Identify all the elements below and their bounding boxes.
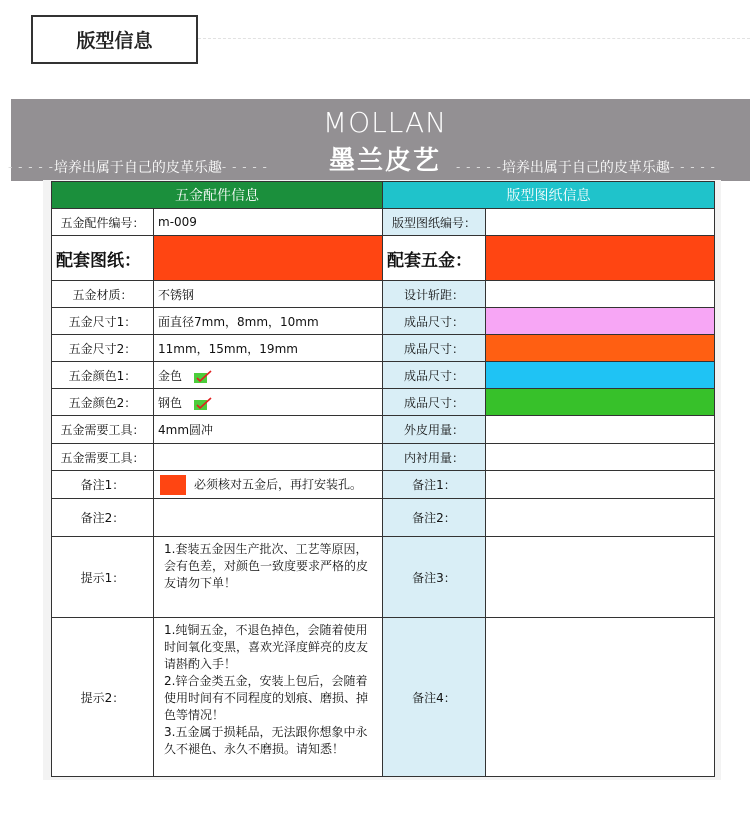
pattern-label: 内衬用量： [383,444,486,471]
check-icon [194,397,212,410]
note-swatch [160,475,186,495]
tip-line: 3.五金属于损耗品，无法跟你想象中永久不褪色、永久不磨损。请知悉！ [164,725,368,756]
hardware-label: 五金颜色2： [52,389,154,416]
hardware-value: 不锈钢 [154,281,383,308]
slogan-right [456,157,716,177]
tip-text [154,537,383,618]
size-swatch-sky [486,362,715,389]
hardware-value [154,471,383,499]
pattern-value [486,499,715,537]
hardware-value: m-009 [154,209,383,236]
slogan-text: 培养出属于自己的皮革乐趣 [501,160,670,176]
page-title-text: 版型信息 [76,30,153,52]
hardware-label: 五金配件编号： [52,209,154,236]
pattern-label: 设计斩距： [383,281,486,308]
hardware-label: 备注1： [52,471,154,499]
page-title [31,15,198,64]
table-row [52,389,715,416]
table-row [52,281,715,308]
hardware-label: 提示1： [52,537,154,618]
pattern-label: 成品尺寸： [383,308,486,335]
hardware-label: 五金尺寸2： [52,335,154,362]
slogan-dash: - - - - - [669,160,716,174]
table-row [52,471,715,499]
matching-hardware-swatch [486,236,715,281]
pattern-label: 备注4： [383,618,486,777]
hardware-label: 五金需要工具： [52,444,154,471]
hardware-label: 五金尺寸1： [52,308,154,335]
hardware-value: 4mm圆冲 [154,416,383,444]
check-icon [194,370,212,383]
hardware-value: 面直径7mm，8mm，10mm [154,308,383,335]
table-row [52,416,715,444]
pattern-label: 备注2： [383,499,486,537]
table-row [52,335,715,362]
pattern-value [486,471,715,499]
pattern-value [486,537,715,618]
size-swatch-orange [486,335,715,362]
pattern-value [486,444,715,471]
hardware-label: 配套图纸： [52,236,154,281]
pattern-value [486,618,715,777]
pattern-value [486,281,715,308]
info-table [51,181,715,777]
hardware-value [154,362,383,389]
tip-line: 2.锌合金类五金，安装上包后，会随着使用时间有不同程度的划痕、磨损、掉色等情况！ [164,674,369,722]
table-row [52,209,715,236]
table-row [52,499,715,537]
table-row [52,537,715,618]
table-row [52,444,715,471]
table-row [52,236,715,281]
slogan-dash: - - - - - [8,160,54,174]
table-header-row [52,182,715,209]
hardware-label: 五金材质： [52,281,154,308]
pattern-label: 配套五金： [383,236,486,281]
table-row [52,362,715,389]
note-text: 必须核对五金后，再打安装孔。 [194,477,363,491]
hardware-label: 备注2： [52,499,154,537]
slogan-text: 培养出属于自己的皮革乐趣 [53,160,222,176]
hardware-value: 11mm，15mm，19mm [154,335,383,362]
hardware-value [154,499,383,537]
hardware-label: 提示2： [52,618,154,777]
brand-logo-cn: 墨兰皮艺 [328,146,441,176]
size-swatch-green [486,389,715,416]
pattern-label: 成品尺寸： [383,389,486,416]
brand-logo-en: MOLLAN [322,106,448,139]
slogan-dash: - - - - - [456,160,502,174]
hardware-label: 五金需要工具： [52,416,154,444]
slogan-left [8,157,268,177]
pattern-label: 备注1： [383,471,486,499]
slogan-dash: - - - - - [221,160,268,174]
tip-text [154,618,383,777]
pattern-value [486,416,715,444]
hardware-label: 五金颜色1： [52,362,154,389]
pattern-label: 外皮用量： [383,416,486,444]
tip-line: 1.纯铜五金，不退色掉色，会随着使用时间氧化变黑，喜欢光泽度鲜亮的皮友请斟酌入手！ [164,623,369,671]
pattern-label: 成品尺寸： [383,335,486,362]
tip-paragraph [158,618,382,762]
drawing-swatch [154,236,383,281]
pattern-label: 版型图纸编号： [383,209,486,236]
tip-paragraph: 1.套装五金因生产批次、工艺等原因，会有色差，对颜色一致度要求严格的皮友请勿下单！ [164,542,369,590]
hardware-value [154,389,383,416]
color-name: 钢色 [158,395,183,410]
hardware-section-title: 五金配件信息 [52,182,383,209]
title-divider [198,38,750,39]
size-swatch-pink [486,308,715,335]
pattern-value [486,209,715,236]
pattern-label: 成品尺寸： [383,362,486,389]
table-row [52,618,715,777]
pattern-label: 备注3： [383,537,486,618]
hardware-value [154,444,383,471]
pattern-section-title: 版型图纸信息 [383,182,715,209]
color-name: 金色 [158,368,183,383]
table-row [52,308,715,335]
